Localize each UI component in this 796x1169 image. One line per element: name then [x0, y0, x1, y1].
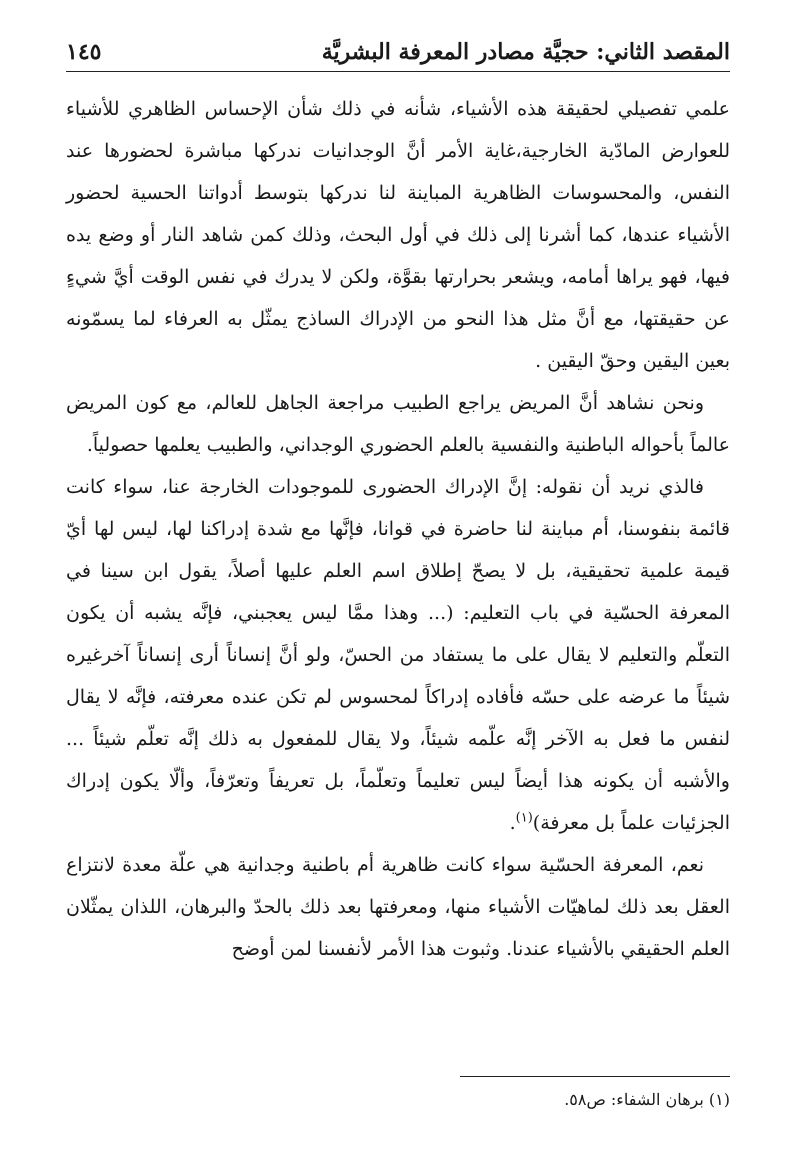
footnote: (١) برهان الشفاء: ص٥٨. [564, 1090, 730, 1109]
footnote-divider [460, 1076, 730, 1077]
running-header [66, 30, 730, 72]
page-number: ١٤٥ [66, 39, 102, 65]
running-title: المقصد الثاني: حجيَّة مصادر المعرفة البشريَّة [321, 39, 730, 65]
paragraph-4: نعم، المعرفة الحسّية سواء كانت ظاهرية أم باطنية وجدانية هي علّة معدة لانتزاع العقل بعد ذلك لماهيّات الأشياء منها، ومعرفتها بعد ذلك بالحدّ والبرهان، اللذان يمثّلان العلم الحقيقي بالأشياء عندنا. وثبوت هذا الأمر لأنفسنا لمن أوضح [66, 854, 730, 960]
paragraph-3 [66, 466, 730, 844]
body-text [66, 88, 730, 970]
paragraph-1: علمي تفصيلي لحقيقة هذه الأشياء، شأنه في ذلك شأن الإحساس الظاهري للأشياء للعوارض المادّية الخارجية،غاية الأمر أنَّ الوجدانيات ندركها مباشرة لحضورها عند النفس، والمحسوسات الظاهرية المباينة لنا ندركها بتوسط أدواتنا الحسية لحضور الأشياء عندها، كما أشرنا إلى ذلك في أول البحث، وذلك كمن شاهد النار أو وضع يده فيها، فهو يراها أمامه، ويشعر بحرارتها بقوَّة، ولكن لا يدرك في نفس الوقت أيَّ شيءٍ عن حقيقتها، مع أنَّ مثل هذا النحو من الإدراك الساذج يمثّل به العرفاء لما يسمّونه بعين اليقين وحقّ اليقين . [66, 98, 730, 372]
footnote-reference[interactable]: (١) [515, 810, 533, 826]
paragraph-2: ونحن نشاهد أنَّ المريض يراجع الطبيب مراجعة الجاهل للعالم، مع كون المريض عالماً بأحواله الباطنية والنفسية بالعلم الحضوري الوجداني، والطبيب يعلمها حصولياً. [66, 392, 730, 456]
paragraph-3-end-mark: . [509, 812, 516, 834]
paragraph-3-text: فالذي نريد أن نقوله: إنَّ الإدراك الحضورى للموجودات الخارجة عنا، سواء كانت قائمة بنفوسنا، أم مباينة لنا حاضرة في قوانا، فإنَّها مع شدة إدراكنا لها، ليس لها أيّ قيمة علمية تحقيقية، بل لا يصحّ إطلاق اسم العلم عليها أصلاً، يقول ابن سينا في المعرفة الحسّية في باب التعليم: (... وهذا ممَّا ليس يعجبني، فإنَّه يشبه أن يكون التعلّم والتعليم لا يقال على ما يستفاد من الحسّ، ولو أنَّ إنساناً أرى إنساناً آخرغيره شيئاً ما عرضه على حسّه فأفاده إدراكاً لمحسوس لم تكن عنده معرفته، فإنَّه لا يقال لنفس ما فعل به الآخر إنَّه علّمه شيئاً، ولا يقال للمفعول به ذلك إنَّه تعلّم شيئاً ... والأشبه أن يكونه هذا أيضاً ليس تعليماً وتعلّماً، بل تعريفاً وتعرّفاً، وألّا يكون إدراك الجزئيات علماً بل معرفة) [66, 476, 730, 834]
